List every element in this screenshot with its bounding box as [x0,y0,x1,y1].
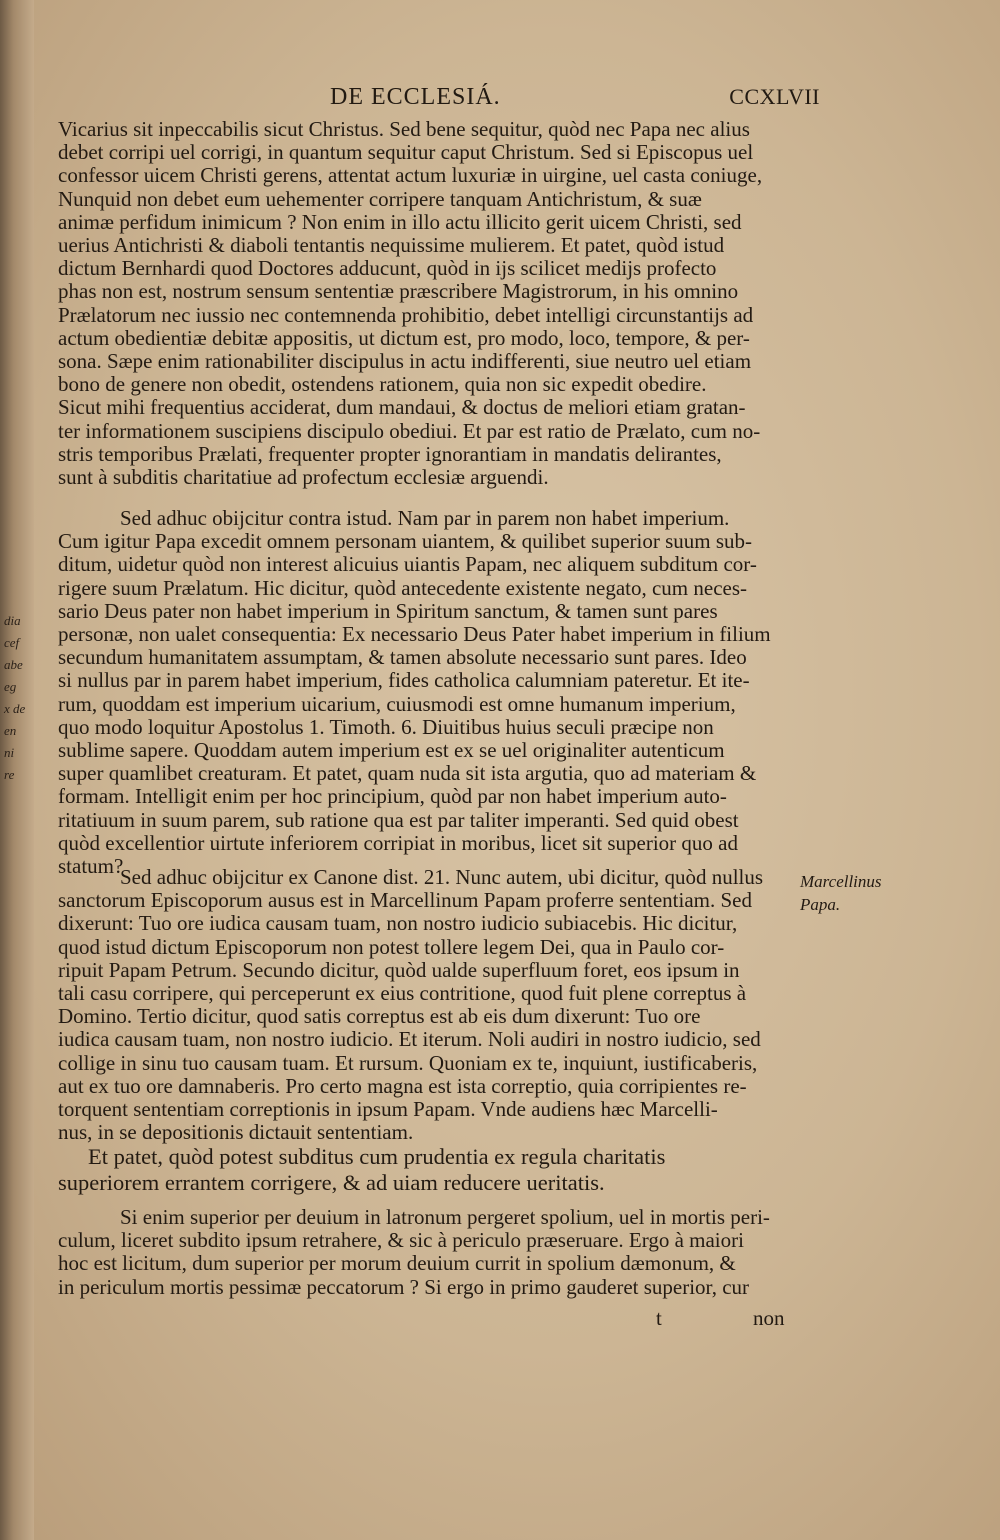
text-line: Vicarius sit inpeccabilis sicut Christus. Sed bene sequitur, quòd nec Papa nec alius [58,118,750,141]
text-line: sario Deus pater non habet imperium in Spiritum sanctum, & tamen sunt pares [58,599,718,623]
text-line: in periculum mortis pessimæ peccatorum ? Si ergo in primo gauderet superior, cur [58,1275,750,1299]
running-title: DE ECCLESIÁ. [330,84,501,110]
gutter-fragment: x de [4,701,26,716]
text-line: actum obedientiæ debitæ appositis, ut dictum est, pro modo, loco, tempore, & per- [58,326,750,350]
text-line: aut ex tuo ore damnaberis. Pro certo magna est ista correptio, quia corripientes re- [58,1074,747,1098]
text-line: iudica causam tuam, non nostro iudicio. Et iterum. Noli audiri in nostro iudicio, sed [58,1028,761,1052]
text-line: debet corripi uel corrigi, in quantum sequitur caput Christum. Sed si Episcopus uel [58,141,754,165]
text-line: dixerunt: Tuo ore iudica causam tuam, non nostro iudicio subiacebis. Hic dicitur, [58,912,738,936]
text-line: sublime sapere. Quoddam autem imperium est ex se uel originaliter autenticum [58,739,725,763]
text-line: Si enim superior per deuium in latronum pergeret spolium, uel in mortis peri- [120,1206,770,1229]
text-line: stris temporibus Prælati, frequenter propter ignorantiam in mandatis delirantes, [58,442,722,466]
text-line: hoc est licitum, dum superior per morum deuium currit in spolium dæmonum, & [58,1252,736,1276]
gutter-fragment: dia [4,613,21,628]
text-line: Cum igitur Papa excedit omnem personam uiantem, & quilibet superior suum sub- [58,530,753,554]
text-line: Et patet, quòd potest subditus cum prudentia ex regula charitatis [88,1144,666,1169]
text-line: statum? [58,855,124,879]
text-line: ter informationem suscipiens discipulo obediui. Et par est ratio de Prælato, cum no- [58,419,761,443]
gutter-fragment: abe [4,657,23,672]
text-line: Nunquid non debet eum uehementer corripere tanquam Antichristum, & suæ [58,187,702,211]
paragraph-1 [58,118,798,489]
paragraph-2 [58,507,798,878]
gutter-fragment: en [4,723,17,738]
text-line: secundum humanitatem assumptam, & tamen absolute necessario sunt pares. Ideo [58,646,747,670]
text-line: culum, liceret subdito ipsum retrahere, & sic à periculo præseruare. Ergo à maiori [58,1229,744,1253]
gutter-fragment: cef [4,635,20,650]
folio-number: CCXLVII [729,84,820,109]
text-line: ditum, uidetur quòd non interest alicuius uiantis Papam, nec aliquem subditum cor- [58,553,757,577]
gutter-fragments [0,610,34,786]
text-line: Sed adhuc obijcitur contra istud. Nam par in parem non habet imperium. [120,507,730,530]
text-line: quod istud dictum Episcoporum non potest tollere legem Dei, qua in Paulo cor- [58,935,725,959]
text-line: nus, in se depositionis dictauit sententiam. [58,1121,414,1145]
text-line: ripuit Papam Petrum. Secundo dicitur, quòd ualde superfluum foret, eos ipsum in [58,958,740,982]
text-line: quo modo loquitur Apostolus 1. Timoth. 6. Diuitibus huius seculi præcipe non [58,715,714,739]
text-line: personæ, non ualet consequentia: Ex necessario Deus Pater habet imperium in filium [58,623,771,647]
text-line: rigere suum Prælatum. Hic dicitur, quòd antecedente existente negato, cum neces- [58,576,748,600]
text-line: sanctorum Episcoporum ausus est in Marcellinum Papam proferre sententiam. Sed [58,889,752,913]
text-line: super quamlibet creaturam. Et patet, quam nuda sit ista argutia, quo ad materiam & [58,762,757,786]
text-line: animæ perfidum inimicum ? Non enim in illo actu illicito gerit uicem Christi, sed [58,210,742,234]
gutter-fragment: eg [4,679,17,694]
text-line: confessor uicem Christi gerens, attentat actum luxuriæ in uirgine, uel casta coniuge, [58,164,763,188]
text-line: rum, quoddam est imperium uicarium, cuiusmodi est omne humanum imperium, [58,692,736,716]
text-line: Prælatorum nec iussio nec contemnenda prohibitio, debet intelligi circunstantijs ad [58,303,754,327]
paragraph-3 [58,866,798,1144]
text-line: quòd excellentior uirtute inferiorem corripiat in moribus, licet sit superior quo ad [58,831,738,855]
marginal-note-line: Papa. [800,895,841,914]
text-line: collige in sinu tuo causam tuam. Et rursum. Quoniam ex te, inquiunt, iustificaberis, [58,1051,758,1075]
text-line: Sed adhuc obijcitur ex Canone dist. 21. Nunc autem, ubi dicitur, quòd nullus [120,866,764,889]
text-line: sunt à subditis charitatiue ad profectum ecclesiæ arguendi. [58,466,549,490]
text-line: torquent sententiam correptionis in ipsum Papam. Vnde audiens hæc Marcelli- [58,1098,718,1122]
text-line: uerius Antichristi & diaboli tentantis nequissime mulierem. Et patet, quòd istud [58,234,725,258]
paragraph-5 [58,1206,798,1299]
text-line: Domino. Tertio dicitur, quod satis correptus est ab eis dum dixerunt: Tuo ore [58,1005,701,1029]
text-line: phas non est, nostrum sensum sententiæ præscribere Magistrorum, in his omnino [58,280,739,304]
text-line: Sicut mihi frequentius acciderat, dum mandaui, & doctus de meliori etiam gratan- [58,396,746,420]
text-line: bono de genere non obedit, ostendens rationem, quia non sic expedit obedire. [58,373,707,397]
page-header [330,84,820,114]
text-line: sona. Sæpe enim rationabiliter discipulus in actu indifferenti, siue neutro uel etiam [58,350,752,374]
marginal-note [800,870,910,916]
text-line: tali casu corripere, qui perceperunt ex eius contritione, quod fuit plene correptus à [58,982,747,1006]
text-line: superiorem errantem corrigere, & ad uiam reducere ueritatis. [58,1170,605,1195]
gutter-fragment: ni [4,745,15,760]
marginal-note-line: Marcellinus [800,872,882,891]
binding-gutter [0,0,34,1540]
signature-mark: t [656,1306,662,1330]
text-line: dictum Bernhardi quod Doctores adducunt, quòd in ijs scilicet medijs profecto [58,257,717,281]
gutter-fragment: re [4,767,15,782]
paragraph-4-thesis [58,1144,798,1196]
text-line: formam. Intelligit enim per hoc principium, quòd par non habet imperium auto- [58,785,727,809]
text-line: ritatiuum in suum parem, sub ratione qua est par taliter imperanti. Sed quid obest [58,808,739,832]
text-line: si nullus par in parem habet imperium, fides catholica calumniam pateretur. Et ite- [58,669,750,693]
catchword: non [753,1306,785,1330]
